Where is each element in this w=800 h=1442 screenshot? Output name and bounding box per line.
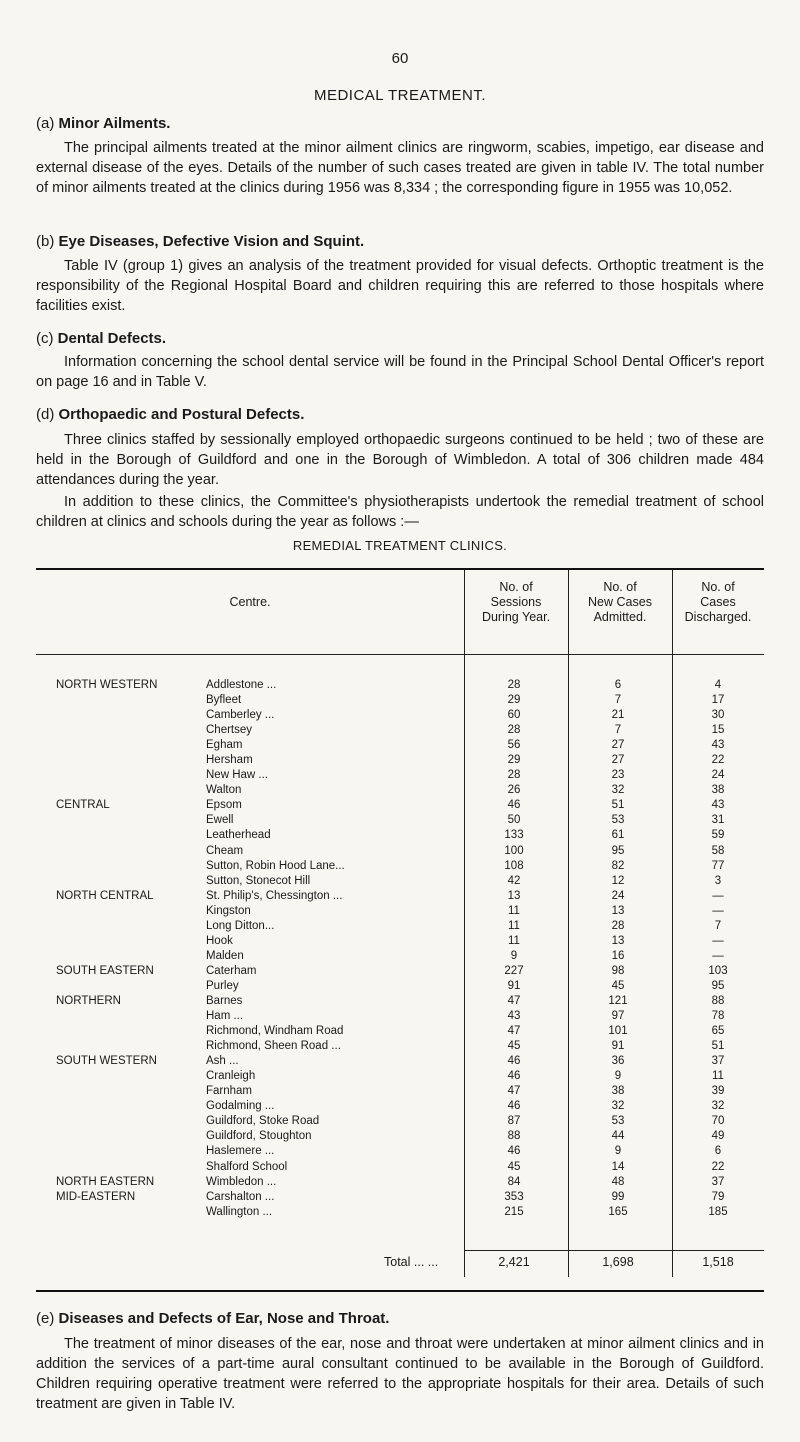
- total-overline: [464, 1250, 764, 1251]
- row-centre: Sutton, Stonecot Hill: [206, 874, 311, 887]
- row-discharged: —: [712, 904, 724, 917]
- row-new-cases: 95: [611, 844, 625, 857]
- row-discharged: 6: [714, 1145, 722, 1158]
- header-centre: Centre.: [229, 595, 271, 609]
- row-sessions: 43: [507, 1010, 521, 1023]
- row-discharged: 59: [711, 829, 725, 842]
- row-centre: Cranleigh: [206, 1070, 256, 1083]
- row-centre: Richmond, Sheen Road ...: [206, 1040, 341, 1053]
- row-discharged: 4: [714, 679, 722, 691]
- row-new-cases: 23: [611, 769, 625, 782]
- row-new-cases: 13: [611, 904, 625, 917]
- row-sessions: 60: [507, 709, 521, 722]
- row-sessions: 29: [507, 754, 521, 767]
- row-new-cases: 28: [611, 919, 625, 932]
- row-new-cases: 7: [614, 694, 622, 707]
- table-row: [36, 798, 764, 813]
- section-a-heading: [36, 115, 170, 132]
- row-sessions: 29: [507, 694, 521, 707]
- row-sessions: 42: [507, 874, 521, 887]
- table-row: [36, 1084, 764, 1099]
- row-sessions: 46: [507, 1100, 521, 1113]
- section-c-text: Information concerning the school dental service will be found in the Principal School Dental Officer's report on page 16 and in Table V.: [36, 354, 764, 390]
- row-centre: Godalming ...: [206, 1100, 275, 1113]
- row-centre: Carshalton ...: [206, 1190, 275, 1203]
- table-row: [36, 904, 764, 919]
- row-group: MID-EASTERN: [56, 1190, 136, 1203]
- section-b-title: Eye Diseases, Defective Vision and Squint.: [58, 233, 365, 250]
- table-row: [36, 844, 764, 859]
- row-discharged: 88: [711, 994, 725, 1007]
- row-sessions: 47: [507, 1025, 521, 1038]
- table-row: [36, 708, 764, 723]
- row-new-cases: 165: [608, 1205, 628, 1218]
- row-discharged: 24: [711, 769, 725, 782]
- header-discharged: [672, 580, 764, 625]
- row-centre: Epsom: [206, 799, 242, 812]
- row-new-cases: 16: [611, 949, 625, 962]
- header-sessions: [464, 580, 568, 625]
- row-discharged: 37: [711, 1055, 725, 1068]
- row-sessions: 11: [508, 934, 520, 947]
- table-row: [36, 1099, 764, 1114]
- section-e-title: Diseases and Defects of Ear, Nose and Throat.: [58, 1310, 390, 1327]
- row-new-cases: 51: [611, 799, 625, 812]
- table-row: [36, 1009, 764, 1024]
- total-sessions: 2,421: [498, 1255, 530, 1269]
- row-sessions: 28: [507, 769, 521, 782]
- header-new-cases: [568, 580, 672, 625]
- row-new-cases: 24: [611, 889, 625, 902]
- header-discharged-line: No. of: [701, 580, 735, 594]
- row-discharged: 78: [711, 1010, 725, 1023]
- section-e-label: (e): [36, 1310, 55, 1327]
- table-row: [36, 1160, 764, 1175]
- row-discharged: 70: [711, 1115, 725, 1128]
- row-discharged: 49: [711, 1130, 725, 1143]
- row-centre: Chertsey: [206, 724, 253, 737]
- row-new-cases: 98: [611, 964, 625, 977]
- total-new-cases: 1,698: [602, 1255, 634, 1269]
- header-discharged-line: Discharged.: [684, 610, 752, 624]
- row-discharged: 79: [711, 1190, 725, 1203]
- table-row: [36, 768, 764, 783]
- row-discharged: 185: [708, 1205, 728, 1218]
- row-discharged: 37: [711, 1175, 725, 1188]
- row-centre: Haslemere ...: [206, 1145, 275, 1158]
- row-centre: Wimbledon ...: [206, 1175, 277, 1188]
- row-sessions: 100: [504, 844, 524, 857]
- row-centre: Cheam: [206, 844, 244, 857]
- row-new-cases: 53: [611, 1115, 625, 1128]
- row-centre: Ham ...: [206, 1010, 244, 1023]
- row-new-cases: 32: [611, 1100, 625, 1113]
- row-centre: Long Ditton...: [206, 919, 275, 932]
- row-new-cases: 48: [611, 1175, 625, 1188]
- row-discharged: 22: [711, 1160, 725, 1173]
- row-discharged: 103: [708, 964, 728, 977]
- row-group: SOUTH WESTERN: [56, 1055, 157, 1068]
- row-discharged: 43: [711, 799, 725, 812]
- row-sessions: 56: [507, 739, 521, 752]
- row-new-cases: 97: [611, 1010, 625, 1023]
- row-sessions: 88: [507, 1130, 521, 1143]
- row-discharged: 77: [711, 859, 725, 872]
- row-centre: Guildford, Stoke Road: [206, 1115, 320, 1128]
- row-sessions: 46: [507, 1145, 521, 1158]
- header-underline: [36, 654, 764, 655]
- table-row: [36, 678, 764, 693]
- row-sessions: 47: [507, 994, 521, 1007]
- row-new-cases: 61: [611, 829, 625, 842]
- section-d-text: Three clinics staffed by sessionally employed orthopaedic surgeons continued to be held ; two of these are held in the Borough of Guildford and one in the Borough of Wimbledon. A total of 306 children made 484 attendances during the year.: [36, 432, 764, 488]
- section-d-text-2: In addition to these clinics, the Committee's physiotherapists undertook the remedial treatment of school children at clinics and schools during the year as follows :—: [36, 494, 764, 530]
- row-centre: Farnham: [206, 1085, 253, 1098]
- table-row: [36, 859, 764, 874]
- row-new-cases: 7: [614, 724, 622, 737]
- header-new-cases-line: New Cases: [588, 595, 652, 609]
- table-row: [36, 994, 764, 1009]
- table-row: [36, 723, 764, 738]
- row-sessions: 353: [504, 1190, 524, 1203]
- row-discharged: 15: [711, 724, 725, 737]
- row-new-cases: 14: [611, 1160, 625, 1173]
- row-new-cases: 91: [611, 1040, 625, 1053]
- row-sessions: 215: [504, 1205, 524, 1218]
- section-b-label: (b): [36, 233, 55, 250]
- row-discharged: 51: [711, 1040, 725, 1053]
- row-sessions: 13: [507, 889, 521, 902]
- row-new-cases: 12: [611, 874, 625, 887]
- table-row: [36, 889, 764, 904]
- row-sessions: 11: [508, 919, 520, 932]
- row-discharged: 3: [714, 874, 722, 887]
- row-new-cases: 38: [611, 1085, 625, 1098]
- row-new-cases: 36: [611, 1055, 625, 1068]
- row-new-cases: 44: [611, 1130, 625, 1143]
- table-row: [36, 919, 764, 934]
- row-new-cases: 6: [614, 679, 622, 691]
- section-a-title: Minor Ailments.: [58, 115, 171, 132]
- row-centre: Leatherhead: [206, 829, 271, 842]
- table-row: [36, 949, 764, 964]
- section-c-heading: [36, 330, 166, 347]
- row-sessions: 45: [507, 1040, 521, 1053]
- header-discharged-line: Cases: [700, 595, 736, 609]
- row-sessions: 45: [507, 1160, 521, 1173]
- table-row: [36, 1024, 764, 1039]
- row-group: SOUTH EASTERN: [56, 964, 154, 977]
- table-row: [36, 753, 764, 768]
- row-sessions: 46: [507, 799, 521, 812]
- table-row: [36, 979, 764, 994]
- row-centre: Walton: [206, 784, 242, 797]
- section-c-title: Dental Defects.: [57, 330, 167, 347]
- section-b-heading: [36, 233, 364, 250]
- table-row: [36, 934, 764, 949]
- table-row: [36, 1175, 764, 1190]
- row-new-cases: 121: [608, 994, 628, 1007]
- row-centre: Byfleet: [206, 694, 242, 707]
- row-centre: Caterham: [206, 964, 257, 977]
- row-discharged: 22: [711, 754, 725, 767]
- row-group: CENTRAL: [56, 799, 110, 812]
- row-group: NORTH EASTERN: [56, 1175, 155, 1188]
- table-row: [36, 1039, 764, 1054]
- section-b-text: Table IV (group 1) gives an analysis of the treatment provided for visual defects. Orthoptic treatment is the responsibility of the Regional Hospital Board and children requiring this are referred to those hospitals where facilities exist.: [36, 258, 764, 314]
- table-row: [36, 1144, 764, 1159]
- row-discharged: 58: [711, 844, 725, 857]
- table-top-rule: [36, 568, 764, 570]
- row-discharged: 32: [711, 1100, 725, 1113]
- row-centre: Addlestone ...: [206, 679, 277, 691]
- row-centre: Richmond, Windham Road: [206, 1025, 344, 1038]
- table-row: [36, 1129, 764, 1144]
- row-sessions: 46: [507, 1070, 521, 1083]
- row-sessions: 46: [507, 1055, 521, 1068]
- row-sessions: 28: [507, 724, 521, 737]
- section-d-label: (d): [36, 406, 55, 423]
- row-discharged: 31: [711, 814, 725, 827]
- row-sessions: 9: [510, 949, 518, 962]
- row-group: NORTH CENTRAL: [56, 889, 154, 902]
- table-row: [36, 738, 764, 753]
- section-e-heading: [36, 1310, 389, 1327]
- section-a-text: The principal ailments treated at the minor ailment clinics are ringworm, scabies, impetigo, ear disease and external disease of the eyes. Details of the number of such cases treated are given in table IV. The total number of minor ailments treated at the clinics during 1956 was 8,334 ; the corresponding figure in 1955 was 10,052.: [36, 140, 764, 196]
- row-centre: Sutton, Robin Hood Lane...: [206, 859, 345, 872]
- table-row: [36, 874, 764, 889]
- table-row: [36, 783, 764, 798]
- row-centre: Wallington ...: [206, 1205, 273, 1218]
- row-centre: St. Philip's, Chessington ...: [206, 889, 343, 902]
- row-centre: Camberley ...: [206, 709, 275, 722]
- row-centre: New Haw ...: [206, 769, 268, 782]
- row-new-cases: 32: [611, 784, 625, 797]
- row-discharged: 11: [712, 1070, 724, 1083]
- row-centre: Ewell: [206, 814, 234, 827]
- section-a-label: (a): [36, 115, 55, 132]
- row-sessions: 47: [507, 1085, 521, 1098]
- row-sessions: 108: [504, 859, 524, 872]
- row-sessions: 11: [508, 904, 520, 917]
- table-row: [36, 813, 764, 828]
- row-discharged: 65: [711, 1025, 725, 1038]
- row-new-cases: 53: [611, 814, 625, 827]
- row-centre: Hersham: [206, 754, 253, 767]
- row-discharged: —: [712, 934, 724, 947]
- row-discharged: 38: [711, 784, 725, 797]
- table-row: [36, 1205, 764, 1220]
- header-new-cases-line: Admitted.: [593, 610, 647, 624]
- row-discharged: —: [712, 889, 724, 902]
- row-new-cases: 99: [611, 1190, 625, 1203]
- row-group: NORTH WESTERN: [56, 679, 158, 691]
- row-centre: Hook: [206, 934, 233, 947]
- row-new-cases: 21: [611, 709, 625, 722]
- row-new-cases: 27: [611, 754, 625, 767]
- page-number: 60: [391, 50, 409, 67]
- row-new-cases: 45: [611, 979, 625, 992]
- row-discharged: 43: [711, 739, 725, 752]
- row-sessions: 26: [507, 784, 521, 797]
- table-row: [36, 1069, 764, 1084]
- table-row: [36, 693, 764, 708]
- row-new-cases: 27: [611, 739, 625, 752]
- row-discharged: 7: [714, 919, 722, 932]
- table-row: [36, 964, 764, 979]
- row-sessions: 227: [504, 964, 524, 977]
- row-centre: Guildford, Stoughton: [206, 1130, 312, 1143]
- row-centre: Shalford School: [206, 1160, 288, 1173]
- page-title: MEDICAL TREATMENT.: [313, 87, 487, 104]
- table-body: [36, 678, 764, 1220]
- total-discharged: 1,518: [702, 1255, 734, 1269]
- section-d-heading: [36, 406, 304, 423]
- table-row: [36, 1190, 764, 1205]
- table-row: [36, 828, 764, 843]
- section-c-label: (c): [36, 330, 54, 347]
- row-sessions: 28: [507, 679, 521, 691]
- row-new-cases: 9: [614, 1070, 622, 1083]
- total-label: Total ... ...: [384, 1255, 439, 1269]
- row-centre: Egham: [206, 739, 243, 752]
- row-new-cases: 101: [608, 1025, 628, 1038]
- row-discharged: 95: [711, 979, 725, 992]
- row-centre: Kingston: [206, 904, 251, 917]
- row-centre: Purley: [206, 979, 239, 992]
- row-discharged: —: [712, 949, 724, 962]
- row-centre: Malden: [206, 949, 244, 962]
- section-e-text: The treatment of minor diseases of the ear, nose and throat were undertaken at minor ailment clinics and in addition the services of a part-time aural consultant continued to be available in the Borough of Guildford. Children requiring operative treatment were referred to the appropriate hospitals for their area. Details of such treatment are given in Table IV.: [36, 1336, 764, 1412]
- row-sessions: 84: [507, 1175, 521, 1188]
- table-row: [36, 1114, 764, 1129]
- row-new-cases: 82: [611, 859, 625, 872]
- row-sessions: 133: [504, 829, 524, 842]
- table-caption: REMEDIAL TREATMENT CLINICS.: [292, 538, 508, 553]
- row-sessions: 87: [507, 1115, 521, 1128]
- row-centre: Ash ...: [206, 1055, 239, 1068]
- row-sessions: 91: [507, 979, 521, 992]
- header-sessions-line: Sessions: [490, 595, 542, 609]
- row-sessions: 50: [507, 814, 521, 827]
- row-new-cases: 13: [611, 934, 625, 947]
- header-sessions-line: During Year.: [481, 610, 551, 624]
- table-bottom-rule: [36, 1290, 764, 1292]
- row-discharged: 17: [711, 694, 725, 707]
- table-row: [36, 1054, 764, 1069]
- row-centre: Barnes: [206, 994, 243, 1007]
- row-discharged: 30: [711, 709, 725, 722]
- row-new-cases: 9: [614, 1145, 622, 1158]
- section-d-title: Orthopaedic and Postural Defects.: [58, 406, 305, 423]
- row-group: NORTHERN: [56, 994, 121, 1007]
- row-discharged: 39: [711, 1085, 725, 1098]
- header-new-cases-line: No. of: [603, 580, 637, 594]
- header-sessions-line: No. of: [499, 580, 533, 594]
